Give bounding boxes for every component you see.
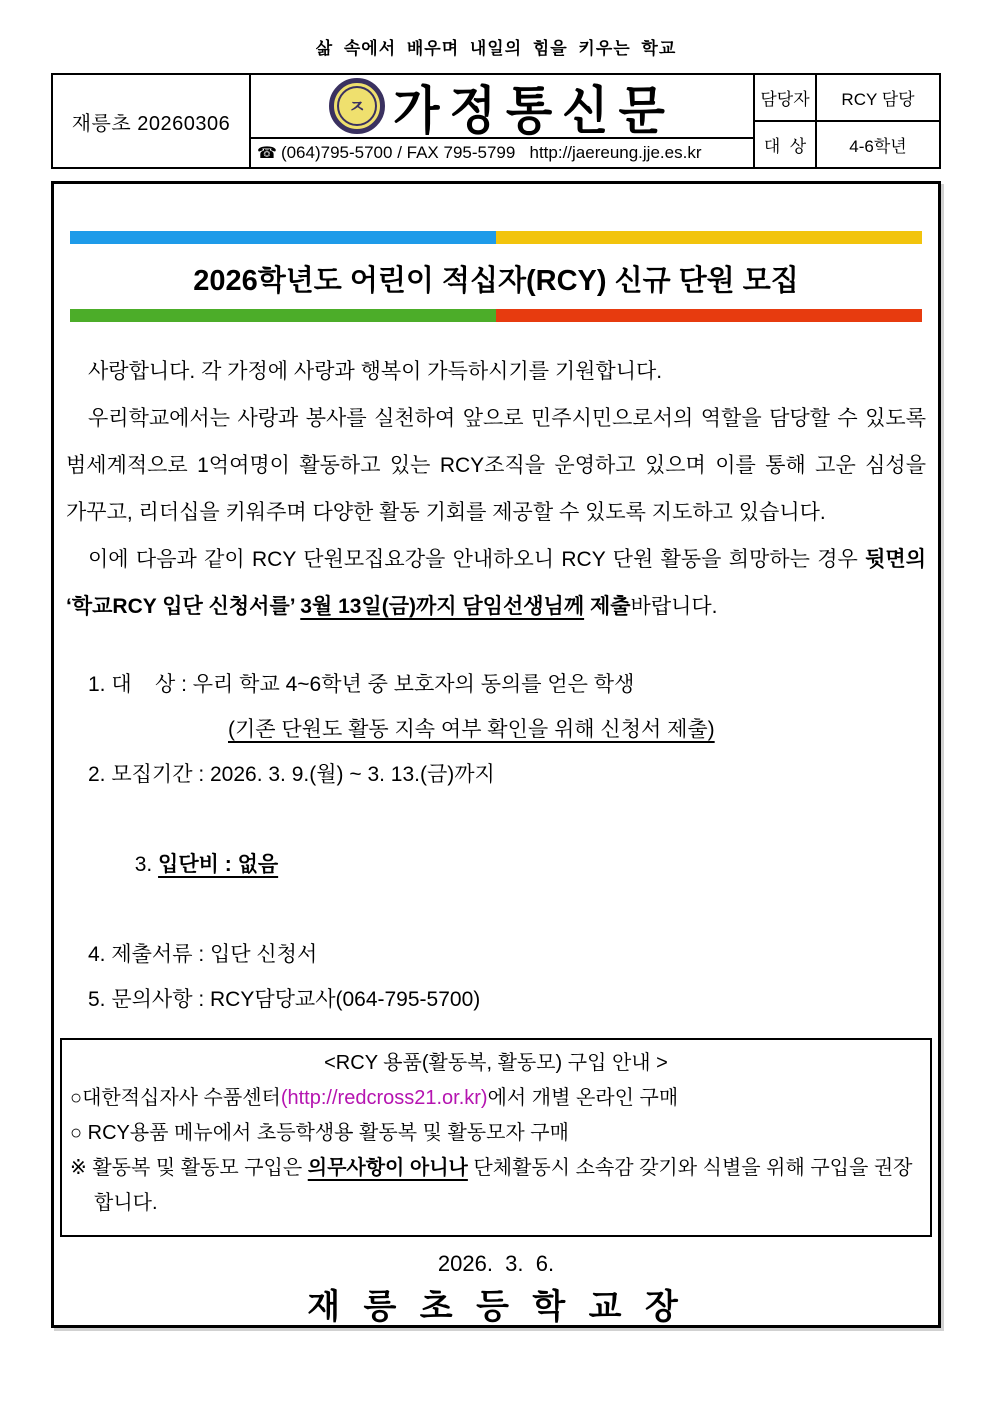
school-slogan: 삶 속에서 배우며 내일의 힘을 키우는 학교 <box>315 39 677 58</box>
contact-row <box>251 137 753 167</box>
main-content-box <box>51 181 941 1328</box>
document-number: 재릉초 20260306 <box>53 75 251 167</box>
top-bar-yellow-segment <box>496 231 922 244</box>
list-item-fee <box>88 797 926 932</box>
fee-number: 3. <box>134 853 159 876</box>
supplies-not-mandatory-emphasis: 의무사항이 아니나 <box>307 1157 468 1179</box>
manager-label: 담당자 <box>755 75 817 120</box>
list-item-documents: 4. 제출서류 : 입단 신청서 <box>88 943 318 966</box>
notice-main-title: 2026학년도 어린이 적십자(RCY) 신규 단원 모집 <box>193 265 799 297</box>
list-item-period: 2. 모집기간 : 2026. 3. 9.(월) ~ 3. 13.(금)까지 <box>88 763 495 786</box>
fee-emphasis: 입단비 : 없음 <box>158 853 279 876</box>
redcross-store-link[interactable]: (http://redcross21.or.kr) <box>280 1087 488 1109</box>
masthead-row <box>251 75 753 137</box>
info-row-manager <box>755 75 939 122</box>
issue-date: 2026. 3. 6. <box>437 1251 555 1276</box>
school-emblem-logo <box>329 78 385 134</box>
p3-submit: 제출 <box>584 595 631 618</box>
phone-icon: ☎ <box>257 145 277 162</box>
body-text <box>66 348 926 630</box>
header-info-table <box>753 75 939 167</box>
supplies-notice-box <box>60 1038 932 1237</box>
list-item-target-note: (기존 단원도 활동 지속 여부 확인을 위해 신청서 제출) <box>228 718 715 741</box>
principal-signature: 재 릉 초 등 학 교 장 <box>307 1288 685 1326</box>
title-top-bar <box>70 231 922 244</box>
supplies-box-title: <RCY 용품(활동복, 활동모) 구입 안내 > <box>324 1052 668 1074</box>
supplies-line3-post: 단체활동시 소속감 갖기와 식별을 위해 구입을 권장합니다. <box>94 1157 913 1214</box>
title-bottom-bar <box>70 309 922 322</box>
masthead-title: 가정통신문 <box>393 82 675 137</box>
recruitment-details-list <box>66 662 926 1022</box>
top-bar-blue-segment <box>70 231 496 244</box>
supplies-line-optional <box>70 1151 922 1221</box>
bottom-bar-green-segment <box>70 309 496 322</box>
list-item-target: 1. 대 상 : 우리 학교 4~6학년 중 보호자의 동의를 얻은 학생 <box>88 673 635 696</box>
target-value: 4-6학년 <box>849 137 907 156</box>
contact-info: (064)795-5700 / FAX 795-5799 http://jaereung.jje.es.kr <box>280 143 702 162</box>
bottom-bar-red-segment <box>496 309 922 322</box>
header-table <box>51 73 941 169</box>
supplies-line1-post: 에서 개별 온라인 구매 <box>487 1087 679 1109</box>
info-row-target <box>755 122 939 167</box>
supplies-line1-pre: ○대한적십자사 수품센터 <box>70 1087 281 1109</box>
supplies-line-online <box>70 1081 922 1116</box>
supplies-line3-pre: ※ 활동복 및 활동모 구입은 <box>70 1157 308 1179</box>
p3-bold-form-name: 뒷면의 ‘학교RCY 입단 신청서를’ <box>66 548 926 618</box>
paragraph-greeting: 사랑합니다. 각 가정에 사랑과 행복이 가득하시기를 기원합니다. <box>88 360 663 383</box>
paragraph-application <box>66 536 926 630</box>
p3-start: 이에 다음과 같이 RCY 단원모집요강을 안내하오니 RCY 단원 활동을 희망하는 경우 <box>88 548 866 571</box>
list-item-contact: 5. 문의사항 : RCY담당교사(064-795-5700) <box>88 988 481 1011</box>
header-center-cell <box>251 75 753 167</box>
manager-value: RCY 담당 <box>841 90 915 109</box>
target-label: 대 상 <box>755 122 817 167</box>
p3-end: 바랍니다. <box>630 595 718 618</box>
supplies-line-menu: ○ RCY용품 메뉴에서 초등학생용 활동복 및 활동모자 구매 <box>70 1122 569 1144</box>
paragraph-rcy-intro: 우리학교에서는 사랑과 봉사를 실천하여 앞으로 민주시민으로서의 역할을 담당할 수 있도록 범세계적으로 1억여명이 활동하고 있는 RCY조직을 운영하고 있으며 이를 통해 고운 심성을 가꾸고, 리더십을 키워주며 다양한 활동 기회를 제공할 수 있도록 지도하고 있습니다. <box>66 407 926 524</box>
emblem-glyph: ㅈ <box>348 97 366 117</box>
p3-deadline: 3월 13일(금)까지 담임선생님께 <box>300 595 585 618</box>
